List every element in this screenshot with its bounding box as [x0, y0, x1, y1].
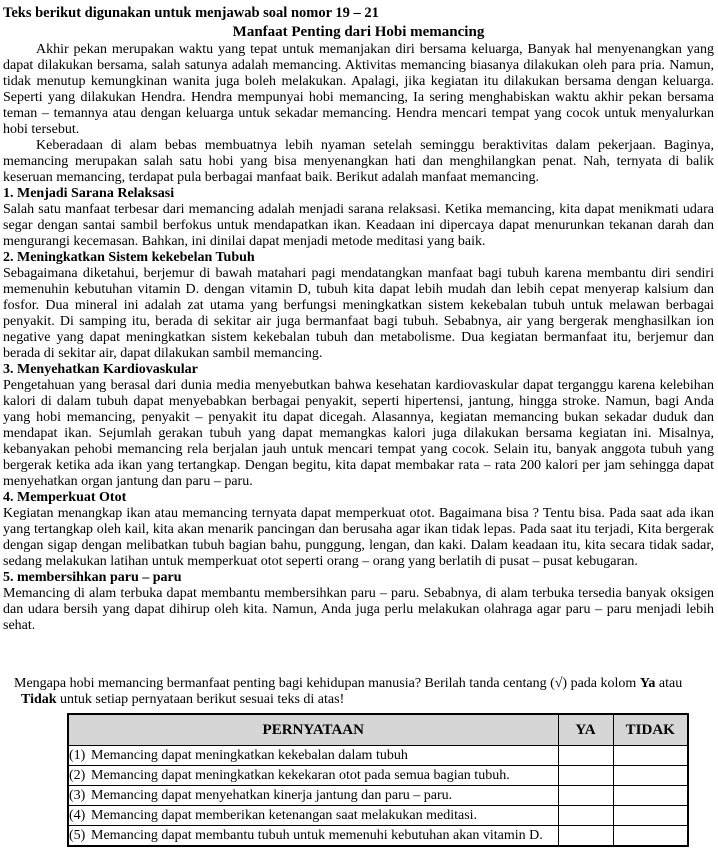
question-part-1: Mengapa hobi memancing bermanfaat penting bagi kehidupan manusia? Berilah tanda centang (√) pada kolom — [14, 676, 640, 691]
table-row — [68, 746, 688, 766]
answer-cell-ya-4[interactable] — [558, 806, 613, 826]
statement-text: Memancing dapat meningkatkan kekekaran otot pada semua bagian tubuh. — [91, 767, 510, 783]
statement-number: (4) — [69, 807, 86, 823]
statement-text: Memancing dapat meningkatkan kekebalan dalam tubuh — [91, 747, 408, 763]
statement-5 — [68, 826, 558, 847]
section-heading-5: 5. membersihkan paru – paru — [3, 570, 182, 585]
question-tidak-label: Tidak — [21, 692, 57, 707]
section-heading-2: 2. Meningkatkan Sistem kekebelan Tubuh — [3, 250, 255, 265]
section-heading-3: 3. Menyehatkan Kardiovaskular — [3, 362, 198, 377]
intro-paragraph-2: Keberadaan di alam bebas membuatnya lebih nyaman setelah seminggu beraktivitas dalam pekerjaan. Baginya, memancing merupakan salah satu hobi yang bisa menyenangkan hati dan menghilangkan penat. Nah, ternyata di balik keseruan memancing, terdapat pula berbagai manfaat baik. Berikut adalah manfaat memancing. — [3, 138, 714, 185]
answer-cell-tidak-3[interactable] — [613, 786, 688, 806]
table-header-row — [68, 714, 688, 746]
question-ya-label: Ya — [639, 676, 656, 691]
statement-2 — [68, 766, 558, 786]
question-text — [3, 676, 714, 708]
statement-text: Memancing dapat menyehatkan kinerja jantung dan paru – paru. — [91, 787, 453, 803]
statement-number: (1) — [69, 747, 86, 763]
column-header-ya: YA — [558, 714, 613, 746]
statement-text: Memancing dapat memberikan ketenangan saat melakukan meditasi. — [91, 807, 478, 823]
answer-cell-tidak-1[interactable] — [613, 746, 688, 766]
section-body-1: Salah satu manfaat terbesar dari memancing adalah menjadi sarana relaksasi. Ketika memancing, kita dapat menikmati udara segar dengan santai sambil berfokus untuk mendapatkan ikan. Keadaan ini dipercaya dapat menurunkan tekanan darah dan mengurangi kecemasan. Bahkan, ini dinilai dapat menjadi metode meditasi yang baik. — [3, 202, 714, 249]
statement-answer-table — [67, 713, 689, 847]
statement-number: (5) — [69, 827, 86, 843]
section-heading-1: 1. Menjadi Sarana Relaksasi — [3, 186, 175, 201]
statement-text: Memancing dapat membantu tubuh untuk memenuhi kebutuhan akan vitamin D. — [91, 827, 543, 843]
table-row — [68, 826, 688, 847]
column-header-pernyataan: PERNYATAAN — [68, 714, 558, 746]
section-body-3: Pengetahuan yang berasal dari dunia media menyebutkan bahwa kesehatan kardiovaskular dapat terganggu karena kelebihan kalori di dalam tubuh dapat menyebabkan berbagai penyakit, seperti hipertensi, jantung, hingga stroke. Namun, bagi Anda yang hobi memancing, penyakit – penyakit itu dapat dicegah. Alasannya, kegiatan memancing bukan sekadar duduk dan mendapat ikan. Sejumlah gerakan tubuh yang dapat memangkas kalori juga dilakukan bersama kegiatan ini. Misalnya, kebanyakan pehobi memancing rela berjalan jauh untuk mencari tempat yang cocok. Selain itu, banyak anggota tubuh yang bergerak ketika ada ikan yang tertangkap. Dengan begitu, kita dapat membakar rata – rata 200 kalori per jam sehingga dapat menyehatkan organ jantung dan paru – paru. — [3, 378, 714, 489]
statement-3 — [68, 786, 558, 806]
answer-cell-ya-1[interactable] — [558, 746, 613, 766]
question-part-3: untuk setiap pernyataan berikut sesuai teks di atas! — [56, 692, 345, 707]
page-title: Manfaat Penting dari Hobi memancing — [232, 24, 485, 40]
section-body-5: Memancing di alam terbuka dapat membantu membersihkan paru – paru. Sebabnya, di alam terbuka tersedia banyak oksigen dan udara bersih yang dapat dihirup oleh kita. Namun, Anda juga perlu melakukan olahraga agar paru – paru menjadi lebih sehat. — [3, 586, 714, 633]
answer-cell-tidak-4[interactable] — [613, 806, 688, 826]
section-heading-4: 4. Memperkuat Otot — [3, 490, 127, 505]
section-body-4: Kegiatan menangkap ikan atau memancing ternyata dapat memperkuat otot. Bagaimana bisa ? Tentu bisa. Pada saat ada ikan yang tertangkap oleh kail, kita akan menarik pancingan dan berusaha agar ikan tidak lepas. Pada saat itu terjadi, Kita bergerak dengan sigap dengan melibatkan tubuh bagian bahu, punggung, lengan, dan kaki. Dalam keadaan itu, kita secara tidak sadar, sedang melakukan latihan untuk memperkuat otot seperti orang – orang yang berlatih di pusat – pusat kebugaran. — [3, 506, 714, 569]
instruction-line: Teks berikut digunakan untuk menjawab soal nomor 19 – 21 — [3, 5, 379, 21]
column-header-tidak: TIDAK — [613, 714, 688, 746]
statement-number: (2) — [69, 767, 86, 783]
section-body-2: Sebagaimana diketahui, berjemur di bawah matahari pagi mendatangkan manfaat bagi tubuh karena membantu diri sendiri memenuhin kebutuhan vitamin D. dengan vitamin D, tubuh kita dapat lebih mudah dan lebih cepat menyerap kalsium dan fosfor. Dua mineral ini adalah zat utama yang berfungsi meningkatkan sistem kekebalan tubuh untuk melawan berbagai penyakit. Di samping itu, berada di sekitar air juga bermanfaat bagi tubuh. Sebabnya, air yang bergerak menghasilkan ion negative yang dapat meningkatkan sistem kekebalan tubuh dan metabolisme. Dua kegiatan bermanfaat itu, berjemur dan berada di sekitar air, dapat dilakukan sambil memancing. — [3, 266, 714, 361]
statement-number: (3) — [69, 787, 86, 803]
intro-paragraph-1: Akhir pekan merupakan waktu yang tepat untuk memanjakan diri bersama keluarga, Banyak hal menyenangkan yang dapat dilakukan bersama, salah satunya adalah memancing. Aktivitas memancing biasanya dilakukan oleh para pria. Namun, tidak menutup kemungkinan wanita juga boleh melakukan. Apalagi, jika kegiatan itu dilakukan bersama dengan keluarga. Seperti yang dilakukan Hendra. Hendra mempunyai hobi memancing, Ia sering menghabiskan waktu akhir pekan bersama teman – temannya atau dengan keluarga untuk sekadar memancing. Hendra mencari tempat yang cocok untuk menyalurkan hobi tersebut. — [3, 42, 714, 137]
answer-cell-tidak-2[interactable] — [613, 766, 688, 786]
statement-1 — [68, 746, 558, 766]
answer-cell-ya-3[interactable] — [558, 786, 613, 806]
answer-cell-ya-2[interactable] — [558, 766, 613, 786]
statement-4 — [68, 806, 558, 826]
answer-cell-ya-5[interactable] — [558, 826, 613, 847]
answer-cell-tidak-5[interactable] — [613, 826, 688, 847]
table-row — [68, 786, 688, 806]
question-part-2: atau — [655, 676, 683, 691]
table-row — [68, 766, 688, 786]
table-row — [68, 806, 688, 826]
